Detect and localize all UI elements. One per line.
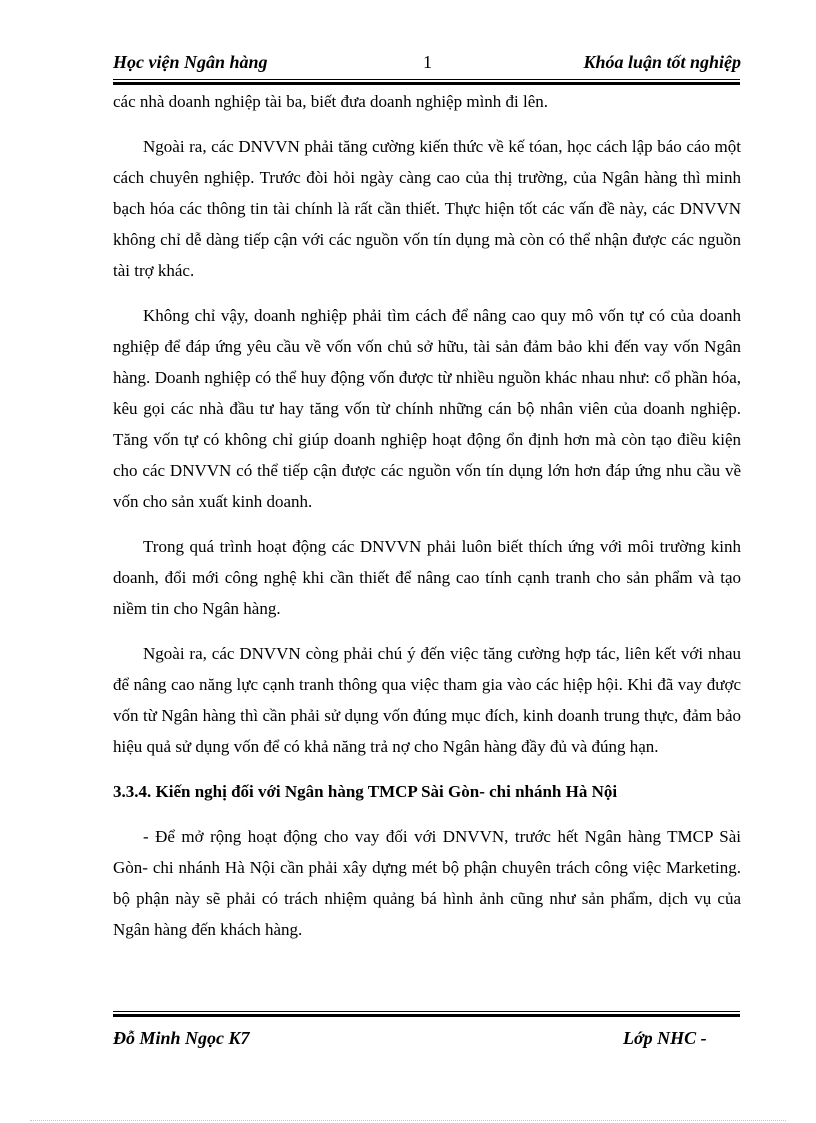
page-body	[113, 86, 741, 959]
footer-class: Lớp NHC -	[623, 1028, 707, 1048]
page-edge-divider	[30, 1120, 786, 1121]
header-rule	[113, 79, 740, 85]
header-institution: Học viện Ngân hàng	[113, 52, 268, 72]
section-heading: 3.3.4. Kiến nghị đối với Ngân hàng TMCP Sài Gòn- chi nhánh Hà Nội	[113, 782, 618, 801]
paragraph-marketing: - Để mở rộng hoạt động cho vay đối với DNVVN, trước hết Ngân hàng TMCP Sài Gòn- chi nhánh Hà Nội cần phải xây dựng mét bộ phận chuyên trách công việc Marketing. bộ phận này sẽ phải có trách nhiệm quảng bá hình ảnh cũng như sản phẩm, dịch vụ của Ngân hàng đến khách hàng.	[113, 827, 741, 939]
paragraph-adaptation: Trong quá trình hoạt động các DNVVN phải luôn biết thích ứng với môi trường kinh doanh, đổi mới công nghệ khi cần thiết để nâng cao tính cạnh tranh cho sản phẩm và tạo niềm tin cho Ngân hàng.	[113, 537, 741, 618]
paragraph-equity: Không chỉ vậy, doanh nghiệp phải tìm cách để nâng cao quy mô vốn tự có của doanh nghiệp để đáp ứng yêu cầu về vốn vốn chủ sở hữu, tài sản đảm bảo khi đến vay vốn Ngân hàng. Doanh nghiệp có thể huy động vốn được từ nhiều nguồn khác nhau như: cổ phần hóa, kêu gọi các nhà đầu tư hay tăng vốn từ chính những cán bộ nhân viên của doanh nghiệp. Tăng vốn tự có không chỉ giúp doanh nghiệp hoạt động ổn định hơn mà còn tạo điều kiện cho các DNVVN có thể tiếp cận được các nguồn vốn tín dụng lớn hơn đáp ứng nhu cầu về vốn cho sản xuất kinh doanh.	[113, 306, 741, 511]
page-header	[113, 50, 741, 78]
footer-author: Đỗ Minh Ngọc K7	[113, 1028, 250, 1048]
footer-rule	[113, 1011, 740, 1017]
paragraph-accounting: Ngoài ra, các DNVVN phải tăng cường kiến thức về kế tóan, học cách lập báo cáo một cách chuyên nghiệp. Trước đòi hỏi ngày càng cao của thị trường, của Ngân hàng thì minh bạch hóa các thông tin tài chính là rất cần thiết. Thực hiện tốt các vấn đề này, các DNVVN không chỉ dễ dàng tiếp cận với các nguồn vốn tín dụng mà còn có thể nhận được các nguồn tài trợ khác.	[113, 137, 741, 280]
paragraph-continuation: các nhà doanh nghiệp tài ba, biết đưa doanh nghiệp mình đi lên.	[113, 92, 549, 111]
paragraph-cooperation: Ngoài ra, các DNVVN còng phải chú ý đến việc tăng cường hợp tác, liên kết với nhau để nâng cao năng lực cạnh tranh thông qua việc tham gia vào các hiệp hội. Khi đã vay được vốn từ Ngân hàng thì cần phải sử dụng vốn đúng mục đích, kinh doanh trung thực, đảm bảo hiệu quả sử dụng vốn để có khả năng trả nợ cho Ngân hàng đầy đủ và đúng hạn.	[113, 644, 741, 756]
header-document-type: Khóa luận tốt nghiệp	[583, 52, 741, 72]
page-number: 1	[423, 52, 432, 72]
